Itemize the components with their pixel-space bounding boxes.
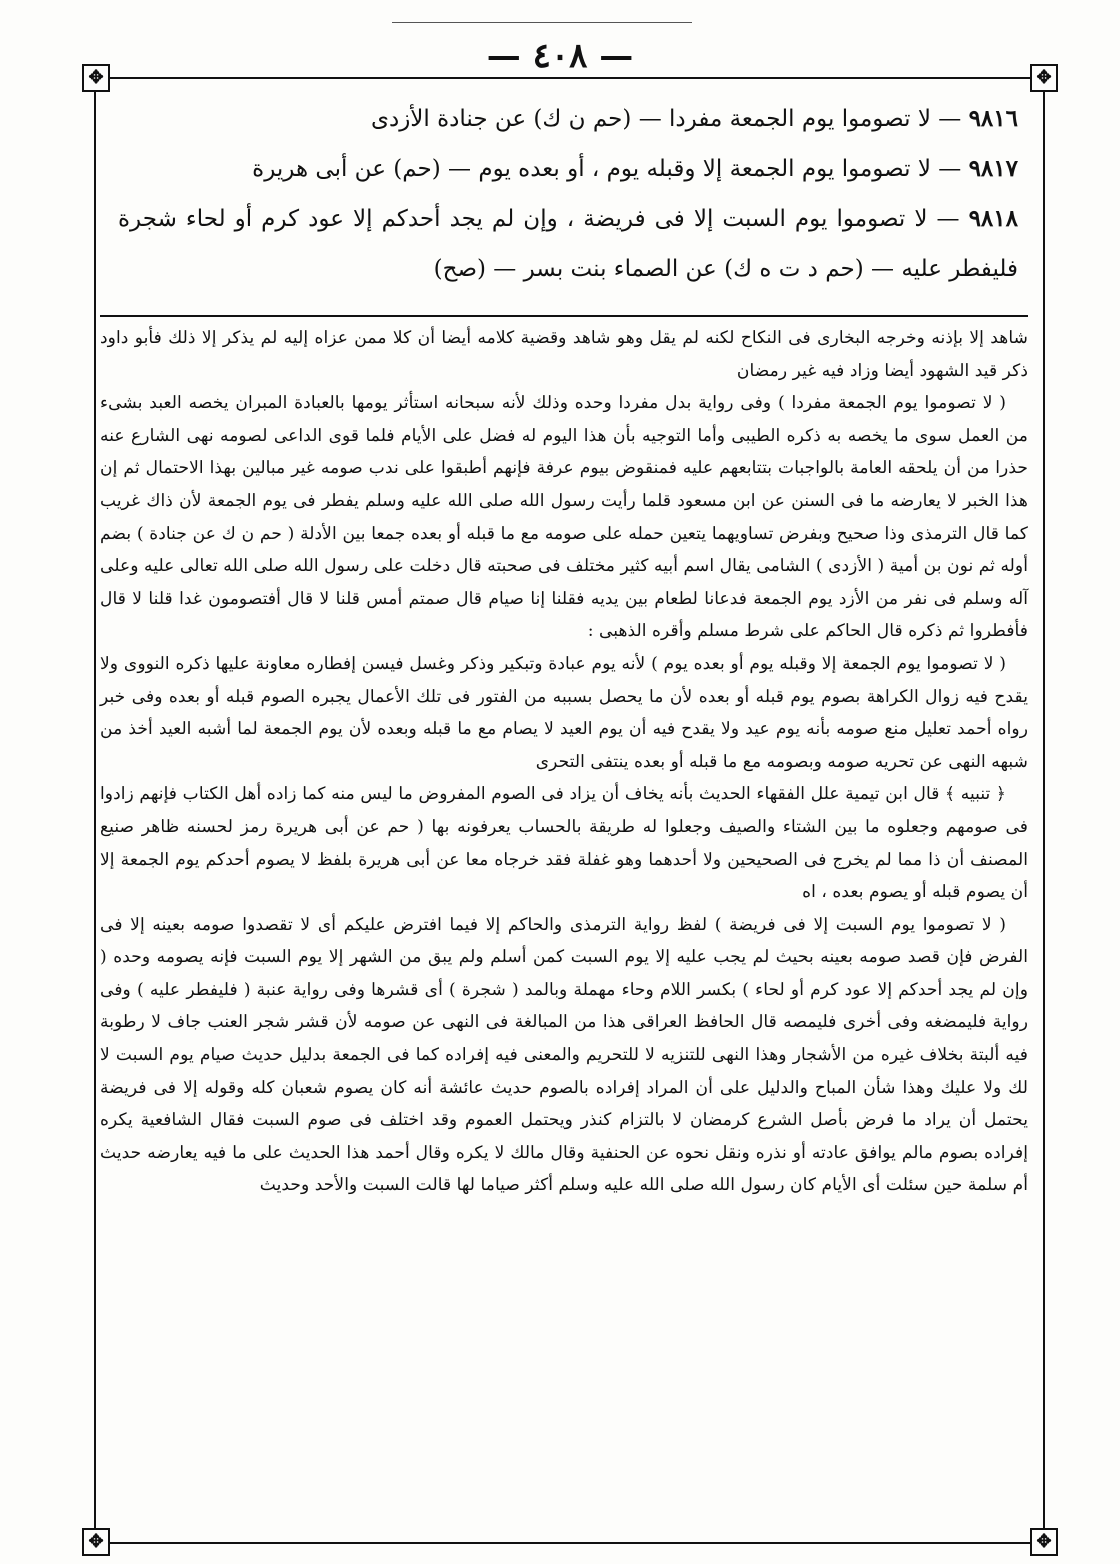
page-number: — ٤٠٨ — xyxy=(486,36,634,76)
commentary-paragraph: ( لا تصوموا يوم الجمعة إلا وقبله يوم أو بعده يوم ) لأنه يوم عبادة وتبكير وذكر وغسل فيسن إفطاره معاونة عليها ذكره النووى ولا يقدح فيه زوال الكراهة بصوم يوم قبله أو بعده لأن ما يحصل بسببه من الفتور فى تلك الأعمال يجبره الصوم قبله أو بعده وفى خبر رواه أحمد تعليل منع صومه بأنه يوم عيد ولا يقدح فيه أن يوم العيد لا يصام مع ما قبله وبعده لأن يوم الجمعة لما أشبه العيد أخذ من شبهه النهى عن تحريه صومه وبصومه مع ما قبله أو بعده ينتفى التحرى xyxy=(100,653,1028,772)
corner-ornament-icon: ✥ xyxy=(82,1528,110,1556)
hadith-block xyxy=(118,94,1018,294)
commentary-paragraph: ( لا تصوموا يوم الجمعة مفردا ) وفى رواية بدل مفردا وحده وذلك لأنه سبحانه استأثر يومها بالعبادة المبران يخصه العبد بشىء من العمل سوى ما يخصه به ذكره الطيبى وأما التوجيه بأن هذا اليوم له فضل على الأيام فلما قوى الداعى لصومه نهى الشارع عنه حذرا من أن يلحقه العامة بالواجبات بتتابعهم عليه فمنقوض بيوم عرفة فإنهم أطبقوا على ندب صومه غير مبالين بهذا الاحتمال ثم إن هذا الخبر لا يعارضه ما فى السنن عن ابن مسعود قلما رأيت رسول الله صلى الله عليه وسلم يفطر فى يوم الجمعة لأن ذاك غريب كما قال الترمذى وذا صحيح وبفرض تساويهما يتعين حمله على صومه مع ما قبله أو بعده جمعا بين الأدلة ( حم ن ك عن جنادة ) بضم أوله ثم نون بن أمية ( الأزدى ) الشامى يقال اسم أبيه كثير مختلف فى صحبته قال دخلت على رسول الله صلى الله تعالى عليه وعلى آله وسلم فى نفر من الأزد يوم الجمعة فدعانا لطعام بين يديه فقلنا إنا صيام قال صمتم أمس قلنا لا قال أفتصومون غدا قلنا لا قال فأفطروا ثم ذكره قال الحاكم على شرط مسلم وأقره الذهبى : xyxy=(100,393,1028,642)
corner-ornament-icon: ✥ xyxy=(1030,64,1058,92)
frame-top-line xyxy=(96,77,1044,79)
hadith-number: ٩٨١٧ xyxy=(968,155,1018,182)
hadith-number: ٩٨١٨ xyxy=(968,205,1018,232)
hadith-text: — لا تصوموا يوم السبت إلا فى فريضة ، وإن لم يجد أحدكم إلا عود كرم أو لحاء شجرة فليفطر عليه — (حم د ت ه ك) عن الصماء بنت بسر — (صح) xyxy=(118,206,1018,282)
corner-ornament-icon: ✥ xyxy=(1030,1528,1058,1556)
top-rule xyxy=(392,22,692,23)
hadith-number: ٩٨١٦ xyxy=(968,105,1018,132)
hadith-entry xyxy=(118,194,1018,294)
hadith-text: — لا تصوموا يوم الجمعة إلا وقبله يوم ، أو بعده يوم — (حم) عن أبى هريرة xyxy=(252,156,962,182)
commentary-paragraph: شاهد إلا بإذنه وخرجه البخارى فى النكاح لكنه لم يقل وهو شاهد وقضية كلامه أيضا أن كلا ممن عزاه إليه لم يذكر إلا ذلك فأبو داود ذكر قيد الشهود أيضا وزاد فيه غير رمضان xyxy=(100,328,1028,381)
commentary-section xyxy=(100,322,1028,1202)
frame-bottom-line xyxy=(94,1542,1045,1544)
frame-right-line xyxy=(1043,75,1045,1545)
frame-left-line xyxy=(94,75,96,1545)
hadith-entry xyxy=(118,144,1018,194)
hadith-entry xyxy=(118,94,1018,144)
commentary-paragraph: ﴿ تنبيه ﴾ قال ابن تيمية علل الفقهاء الحديث بأنه يخاف أن يزاد فى الصوم المفروض ما ليس منه كما زاده أهل الكتاب فإنهم زادوا فى صومهم وجعلوه ما بين الشتاء والصيف وجعلوا له طريقة بالحساب يعرفونه بها ( حم عن أبى هريرة رمز لحسنه ظاهر صنيع المصنف أن ذا مما لم يخرج فى الصحيحين ولا أحدهما وهو غفلة فقد خرجاه معا عن أبى هريرة بلفظ لا يصوم أحدكم يوم الجمعة إلا أن يصوم قبله أو يصوم بعده ، اه xyxy=(100,784,1028,903)
section-divider xyxy=(100,315,1028,317)
corner-ornament-icon: ✥ xyxy=(82,64,110,92)
hadith-text: — لا تصوموا يوم الجمعة مفردا — (حم ن ك) عن جنادة الأزدى xyxy=(370,106,962,132)
commentary-paragraph: ( لا تصوموا يوم السبت إلا فى فريضة ) لفظ رواية الترمذى والحاكم إلا فيما افترض عليكم أى لا تقصدوا صومه بعينه إلا فى الفرض فإن قصد صومه بعينه بحيث لم يجب عليه إلا يوم السبت كمن أسلم ولم يبق من الشهر إلا يوم السبت فإنه يصومه وحده ( وإن لم يجد أحدكم إلا عود كرم أو لحاء ) بكسر اللام وحاء مهملة وبالمد ( شجرة ) أى قشرها وفى رواية عنبة ( فليفطر عليه ) وفى رواية فليمضغه وفى أخرى فليمصه قال الحافظ العراقى هذا من المبالغة فى النهى عن صومه لأن قشر شجر العنب جاف لا رطوبة فيه ألبتة بخلاف غيره من الأشجار وهذا النهى للتنزيه لا للتحريم والمعنى فيه إفراده كما فى الجمعة بدليل حديث صيام يوم السبت لا لك ولا عليك وهذا شأن المباح والدليل على أن المراد إفراده بالصوم حديث عائشة أنه كان يصوم شعبان كله وقوله إلا فى فريضة يحتمل أن يراد ما فرض بأصل الشرع كرمضان لا بالتزام كنذر ويحتمل العموم وقد اختلف فى صوم السبت فقال الشافعية يكره إفراده بصوم مالم يوافق عادته أو نذره ونقل نحوه عن الحنفية وقال مالك لا يكره وقال أحمد هذا الحديث على ما فيه يعارضه حديث أم سلمة حين سئلت أى الأيام كان رسول الله صلى الله عليه وسلم أكثر صياما لها قالت السبت والأحد وحديث xyxy=(100,914,1028,1196)
